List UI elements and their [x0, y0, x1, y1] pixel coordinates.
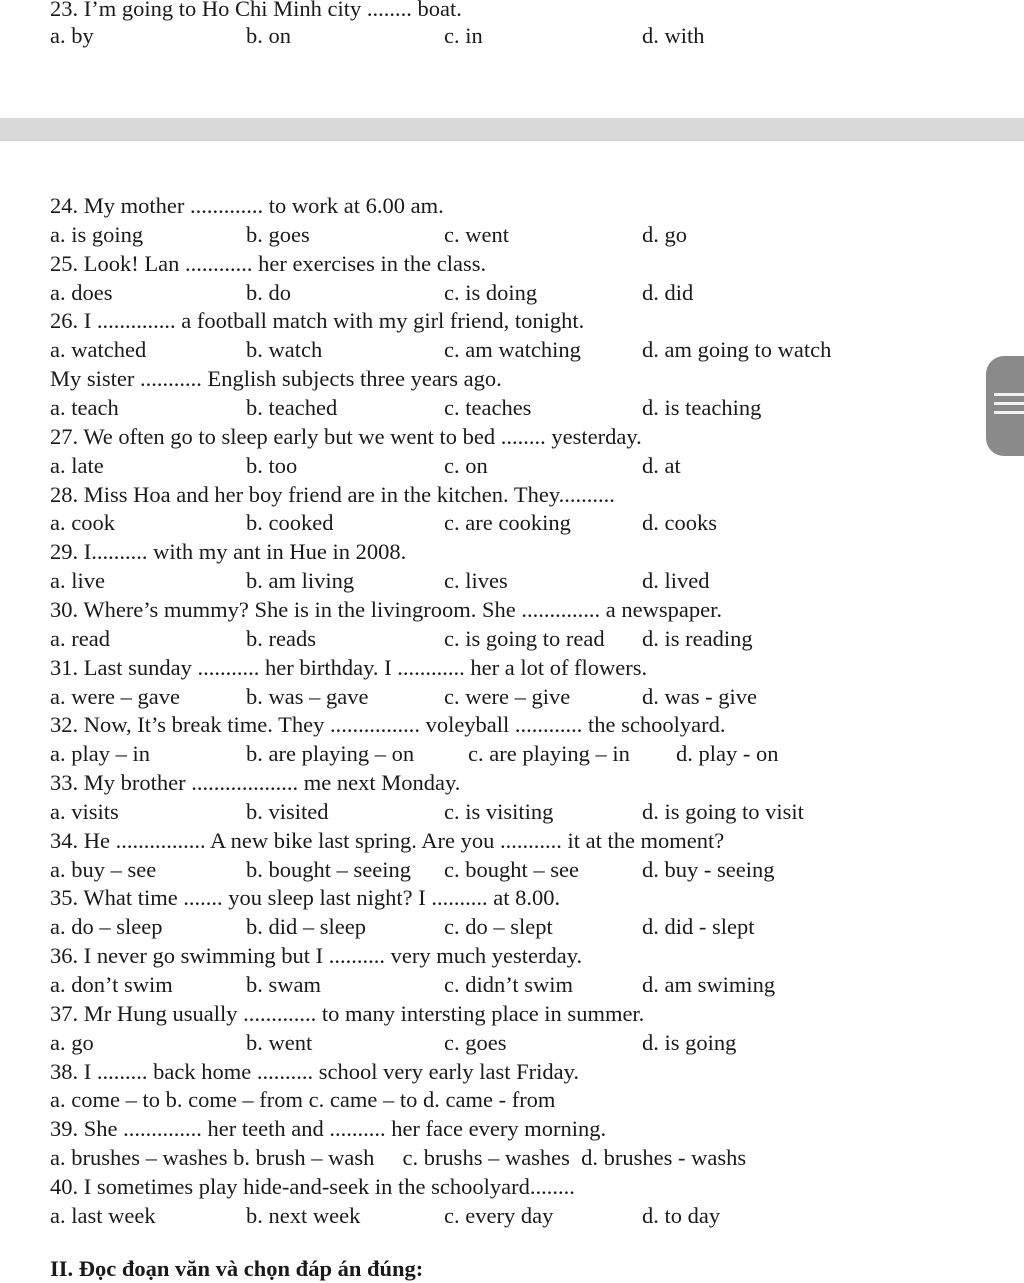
option-c: c. lives [444, 568, 508, 593]
option-c: c. every day [444, 1202, 554, 1228]
option-b: b. goes [246, 221, 310, 247]
option-b: b. are playing – on [246, 741, 415, 767]
options-row [50, 451, 990, 480]
option-a: a. were – gave [50, 683, 180, 709]
question-text: 34. He ................ A new bike last spring. Are you ........... it at the moment? [50, 827, 725, 853]
option-a: a. buy – see [50, 856, 157, 882]
option-c: c. bought – see [444, 856, 579, 882]
option-a: a. cook [50, 510, 115, 536]
option-b: b. watch [246, 337, 323, 363]
option-b: b. do [246, 279, 291, 305]
options-row [50, 624, 990, 653]
option-a: a. teach [50, 395, 119, 420]
question-text: My sister ........... English subjects three years ago. [50, 366, 502, 392]
option-c: c. didn’t swim [444, 972, 573, 997]
options-row [50, 278, 990, 307]
option-a: a. watched [50, 337, 147, 363]
question-text: 39. She .............. her teeth and .......... her face every morning. [50, 1116, 607, 1142]
option-d: d. to day [642, 1202, 721, 1228]
question-text: 30. Where’s mummy? She is in the livingroom. She .............. a newspaper. [50, 596, 722, 622]
question-text: 24. My mother ............. to work at 6.00 am. [50, 193, 444, 218]
option-c: c. is visiting [444, 798, 554, 824]
option-b: b. visited [246, 798, 329, 824]
option-b: b. bought – seeing [246, 856, 411, 882]
options-23 [50, 21, 990, 50]
option-a: a. late [50, 452, 104, 478]
option-b: b. am living [246, 568, 355, 593]
option-b: b. on [246, 23, 291, 48]
option-d: d. did - slept [642, 914, 755, 940]
option-a: a. visits [50, 798, 119, 824]
option-a: a. go [50, 1029, 94, 1055]
option-c: c. are playing – in [468, 741, 630, 767]
option-c: c. do – slept [444, 914, 553, 940]
option-b: b. went [246, 1029, 313, 1055]
option-d: d. play - on [676, 741, 779, 767]
option-b: b. swam [246, 972, 321, 997]
scroll-handle[interactable] [986, 356, 1024, 456]
question-text: 28. Miss Hoa and her boy friend are in the kitchen. They.......... [50, 481, 615, 507]
option-a: a. do – sleep [50, 914, 163, 940]
question-23: 23. I’m going to Ho Chi Minh city ........ boat. [50, 0, 462, 21]
question-text: 35. What time ....... you sleep last night? I .......... at 8.00. [50, 885, 561, 911]
option-b: b. was – gave [246, 683, 369, 709]
grip-line [994, 393, 1024, 396]
option-d: d. lived [642, 568, 710, 593]
option-d: d. was - give [642, 683, 757, 709]
options-line: a. come – to b. come – from c. came – to d. came - from [50, 1087, 556, 1113]
options-row [50, 739, 990, 768]
option-a: a. live [50, 568, 105, 593]
option-b: b. reads [246, 625, 316, 651]
option-d: d. is going to visit [642, 798, 804, 824]
question-text: 25. Look! Lan ............ her exercises in the class. [50, 250, 487, 276]
option-a: a. by [50, 23, 94, 48]
option-a: a. read [50, 625, 110, 651]
option-d: d. is going [642, 1029, 737, 1055]
option-c: c. is doing [444, 279, 538, 305]
options-row [50, 393, 990, 422]
option-c: c. on [444, 452, 488, 478]
options-row [50, 566, 990, 595]
option-d: d. cooks [642, 510, 717, 536]
question-text: 29. I.......... with my ant in Hue in 2008. [50, 539, 407, 565]
options-row [50, 797, 990, 826]
option-b: b. did – sleep [246, 914, 366, 940]
question-text: 40. I sometimes play hide-and-seek in the schoolyard........ [50, 1173, 575, 1199]
question-text: 31. Last sunday ........... her birthday. I ............ her a lot of flowers. [50, 654, 648, 680]
options-row [50, 682, 990, 711]
question-text: 26. I .............. a football match with my girl friend, tonight. [50, 308, 585, 334]
section-heading: II. Đọc đoạn văn và chọn đáp án đúng: [50, 1256, 424, 1281]
options-row [50, 912, 990, 941]
options-line: a. brushes – washes b. brush – wash c. brushs – washes d. brushes - washs [50, 1145, 747, 1171]
option-a: a. does [50, 279, 113, 305]
options-row [50, 855, 990, 884]
option-d: d. buy - seeing [642, 856, 775, 882]
option-a: a. play – in [50, 741, 150, 767]
options-row [50, 508, 990, 537]
option-a: a. don’t swim [50, 972, 173, 997]
option-d: d. is reading [642, 625, 753, 651]
question-text: 32. Now, It’s break time. They ................ voleyball ............ the schoolyard. [50, 712, 726, 738]
option-d: d. with [642, 23, 705, 48]
option-c: c. is going to read [444, 625, 605, 651]
question-text: 37. Mr Hung usually ............. to many intersting place in summer. [50, 1000, 645, 1026]
question-text: 36. I never go swimming but I .......... very much yesterday. [50, 943, 583, 969]
option-d: d. at [642, 452, 681, 478]
page-gap [0, 118, 1024, 140]
option-c: c. goes [444, 1029, 507, 1055]
option-d: d. am going to watch [642, 337, 832, 363]
option-a: a. last week [50, 1202, 156, 1228]
options-row [50, 970, 990, 999]
option-d: d. is teaching [642, 395, 762, 420]
page-top [0, 0, 1024, 119]
option-b: b. too [246, 452, 298, 478]
options-row [50, 335, 990, 364]
option-d: d. go [642, 221, 687, 247]
option-b: b. teached [246, 395, 338, 420]
option-c: c. went [444, 221, 509, 247]
option-c: c. am watching [444, 337, 581, 363]
question-text: 27. We often go to sleep early but we went to bed ........ yesterday. [50, 423, 642, 449]
option-c: c. teaches [444, 395, 532, 420]
option-a: a. is going [50, 221, 144, 247]
option-b: b. cooked [246, 510, 334, 536]
question-text: 38. I ......... back home .......... school very early last Friday. [50, 1058, 580, 1084]
option-c: c. are cooking [444, 510, 571, 536]
option-d: d. did [642, 279, 694, 305]
grip-line [994, 411, 1024, 414]
question-text: 33. My brother ................... me next Monday. [50, 770, 461, 795]
option-c: c. were – give [444, 683, 571, 709]
options-row [50, 220, 990, 249]
grip-line [994, 402, 1024, 405]
options-row [50, 1201, 990, 1230]
options-row [50, 1028, 990, 1057]
option-b: b. next week [246, 1202, 361, 1228]
option-c: c. in [444, 23, 483, 48]
option-d: d. am swiming [642, 972, 776, 997]
